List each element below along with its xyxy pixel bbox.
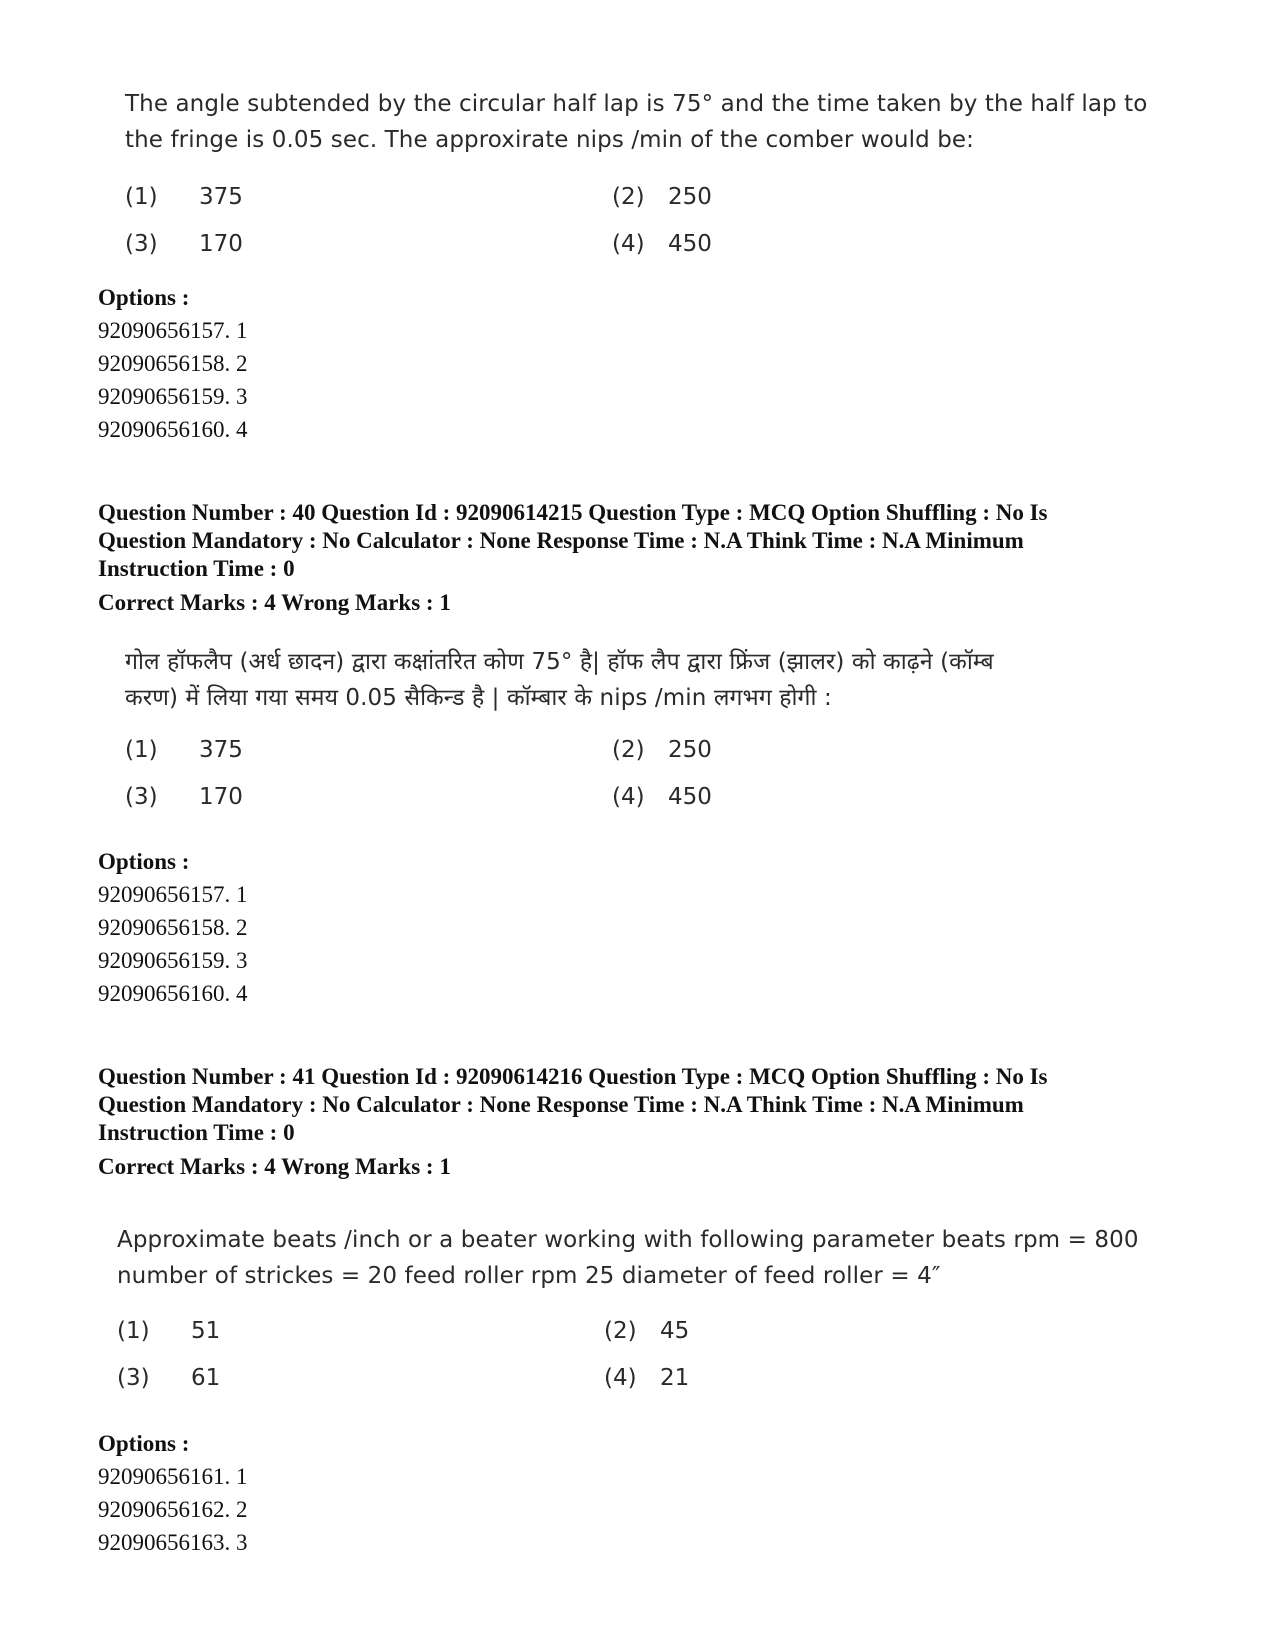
choice-number: (3) xyxy=(125,784,158,810)
q41-choice-1 xyxy=(117,1318,220,1344)
q41-stem-line: Approximate beats /inch or a beater working with following parameter beats rpm = 800 xyxy=(117,1227,1139,1253)
choice-value: 51 xyxy=(191,1318,221,1344)
q40-option: 92090656160. 4 xyxy=(98,981,248,1006)
q41-meta-line: Question Mandatory : No Calculator : None Response Time : N.A Think Time : N.A Minimum xyxy=(98,1092,1024,1117)
q39-option: 92090656159. 3 xyxy=(98,384,248,409)
q39-option: 92090656158. 2 xyxy=(98,351,248,376)
q41-option: 92090656163. 3 xyxy=(98,1530,248,1555)
q41-meta xyxy=(98,1063,1048,1147)
choice-number: (4) xyxy=(604,1365,637,1391)
choice-value: 45 xyxy=(660,1318,690,1344)
choice-value: 375 xyxy=(199,737,243,763)
choice-number: (1) xyxy=(125,737,158,763)
q41-choice-2 xyxy=(604,1318,689,1344)
choice-number: (1) xyxy=(125,184,158,210)
choice-value: 450 xyxy=(668,231,712,257)
q41-meta-line: Question Number : 41 Question Id : 92090614216 Question Type : MCQ Option Shuffling : No Is xyxy=(98,1064,1048,1089)
q39-options-label: Options : xyxy=(98,285,190,310)
choice-value: 61 xyxy=(191,1365,221,1391)
q40-options-label: Options : xyxy=(98,849,190,874)
choice-number: (4) xyxy=(612,231,645,257)
q39-option: 92090656160. 4 xyxy=(98,417,248,442)
q40-marks: Correct Marks : 4 Wrong Marks : 1 xyxy=(98,590,451,615)
choice-number: (3) xyxy=(117,1365,150,1391)
q40-meta-line: Question Mandatory : No Calculator : None Response Time : N.A Think Time : N.A Minimum xyxy=(98,528,1024,553)
q40-choice-1 xyxy=(125,737,243,763)
q41-options-label: Options : xyxy=(98,1431,190,1456)
q40-stem-line: करण) में लिया गया समय 0.05 सैकिन्ड है | कॉम्बार के nips /min लगभग होगी : xyxy=(125,685,832,711)
q41-meta-line: Instruction Time : 0 xyxy=(98,1120,295,1145)
choice-number: (1) xyxy=(117,1318,150,1344)
choice-number: (2) xyxy=(612,184,645,210)
q41-stem-line: number of strickes = 20 feed roller rpm 25 diameter of feed roller = 4″ xyxy=(117,1263,941,1289)
q40-meta-line: Instruction Time : 0 xyxy=(98,556,295,581)
q39-choice-3 xyxy=(125,231,243,257)
q41-marks: Correct Marks : 4 Wrong Marks : 1 xyxy=(98,1154,451,1179)
q40-choice-2 xyxy=(612,737,712,763)
q40-meta-line: Question Number : 40 Question Id : 92090614215 Question Type : MCQ Option Shuffling : No Is xyxy=(98,500,1048,525)
choice-value: 170 xyxy=(199,784,243,810)
choice-number: (3) xyxy=(125,231,158,257)
choice-number: (2) xyxy=(612,737,645,763)
q39-choice-4 xyxy=(612,231,712,257)
q39-choice-1 xyxy=(125,184,243,210)
q39-option: 92090656157. 1 xyxy=(98,318,248,343)
q41-option: 92090656161. 1 xyxy=(98,1464,248,1489)
choice-number: (2) xyxy=(604,1318,637,1344)
choice-number: (4) xyxy=(612,784,645,810)
q40-choice-3 xyxy=(125,784,243,810)
q40-option: 92090656159. 3 xyxy=(98,948,248,973)
choice-value: 250 xyxy=(668,737,712,763)
q40-choice-4 xyxy=(612,784,712,810)
q40-option: 92090656158. 2 xyxy=(98,915,248,940)
q39-stem-line: The angle subtended by the circular half lap is 75° and the time taken by the half lap to xyxy=(125,91,1148,117)
q39-stem xyxy=(125,86,1147,158)
q40-stem xyxy=(125,644,994,716)
q41-choice-4 xyxy=(604,1365,689,1391)
q39-stem-line: the fringe is 0.05 sec. The approxirate nips /min of the comber would be: xyxy=(125,127,975,153)
q40-meta xyxy=(98,499,1048,583)
q41-choice-3 xyxy=(117,1365,220,1391)
q41-stem xyxy=(117,1222,1139,1294)
choice-value: 375 xyxy=(199,184,243,210)
choice-value: 250 xyxy=(668,184,712,210)
choice-value: 170 xyxy=(199,231,243,257)
choice-value: 450 xyxy=(668,784,712,810)
q39-choice-2 xyxy=(612,184,712,210)
q40-stem-line: गोल हॉफलैप (अर्ध छादन) द्वारा कक्षांतरित कोण 75° है| हॉफ लैप द्वारा फ्रिंज (झालर) को काढ़ने (कॉम्ब xyxy=(125,649,994,675)
q41-option: 92090656162. 2 xyxy=(98,1497,248,1522)
q40-option: 92090656157. 1 xyxy=(98,882,248,907)
choice-value: 21 xyxy=(660,1365,690,1391)
